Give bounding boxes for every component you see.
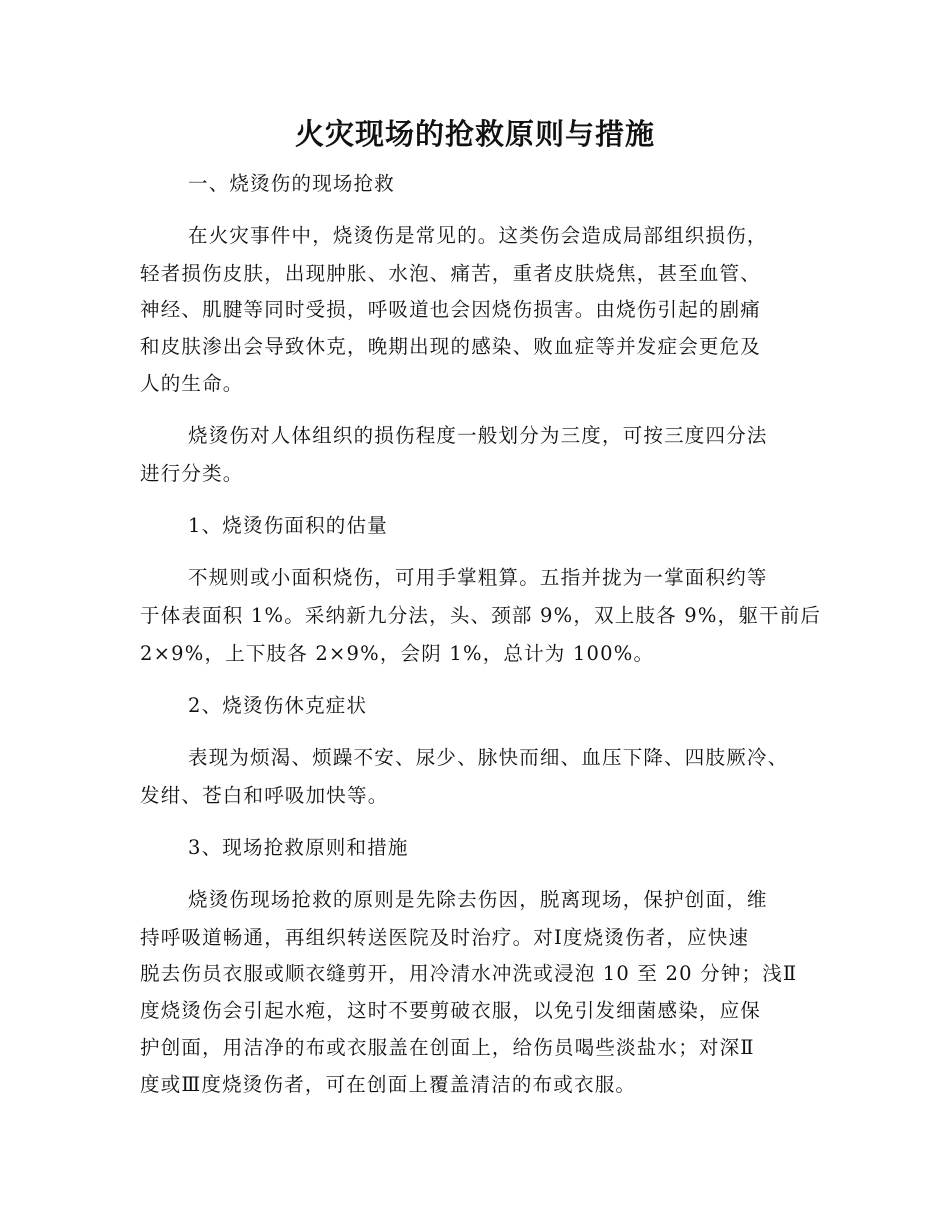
paragraph-line: 神经、肌腱等同时受损，呼吸道也会因烧伤损害。由烧伤引起的剧痛: [140, 298, 762, 321]
paragraph-line: 度或Ⅲ度烧烫伤者，可在创面上覆盖清洁的布或衣服。: [140, 1073, 637, 1096]
paragraph-line: 轻者损伤皮肤，出现肿胀、水泡、痛苦，重者皮肤烧焦，甚至血管、: [140, 262, 762, 285]
subsection-heading: 2、烧烫伤休克症状: [188, 694, 368, 717]
paragraph-line: 2×9%，上下肢各 2×9%，会阴 1%，总计为 100%。: [140, 642, 655, 665]
paragraph-line: 进行分类。: [140, 462, 244, 485]
paragraph-line: 烧烫伤对人体组织的损伤程度一般划分为三度，可按三度四分法: [188, 424, 768, 447]
subsection-heading: 3、现场抢救原则和措施: [188, 836, 409, 859]
paragraph-line: 不规则或小面积烧伤，可用手掌粗算。五指并拢为一掌面积约等: [188, 566, 768, 589]
paragraph-line: 在火灾事件中，烧烫伤是常见的。这类伤会造成局部组织损伤，: [188, 224, 768, 247]
section-heading: 一、烧烫伤的现场抢救: [188, 172, 396, 195]
paragraph-line: 于体表面积 1%。采纳新九分法，头、颈部 9%，双上肢各 9%，躯干前后: [140, 604, 822, 627]
paragraph-line: 持呼吸道畅通，再组织转送医院及时治疗。对Ⅰ度烧烫伤者，应快速: [140, 926, 750, 949]
paragraph-line: 脱去伤员衣服或顺衣缝剪开，用冷清水冲洗或浸泡 10 至 20 分钟；浅Ⅱ: [140, 962, 798, 985]
paragraph-line: 和皮肤渗出会导致休克，晚期出现的感染、败血症等并发症会更危及: [140, 335, 762, 358]
paragraph-line: 烧烫伤现场抢救的原则是先除去伤因，脱离现场，保护创面，维: [188, 888, 768, 911]
document-title: 火灾现场的抢救原则与措施: [294, 117, 655, 151]
paragraph-line: 表现为烦渴、烦躁不安、尿少、脉快而细、血压下降、四肢厥冷、: [188, 746, 789, 769]
paragraph-line: 度烧烫伤会引起水疱，这时不要剪破衣服，以免引发细菌感染，应保: [140, 999, 762, 1022]
paragraph-line: 护创面，用洁净的布或衣服盖在创面上，给伤员喝些淡盐水；对深Ⅱ: [140, 1036, 755, 1059]
paragraph-line: 人的生命。: [140, 372, 244, 395]
paragraph-line: 发绀、苍白和呼吸加快等。: [140, 784, 389, 807]
subsection-heading: 1、烧烫伤面积的估量: [188, 514, 388, 537]
